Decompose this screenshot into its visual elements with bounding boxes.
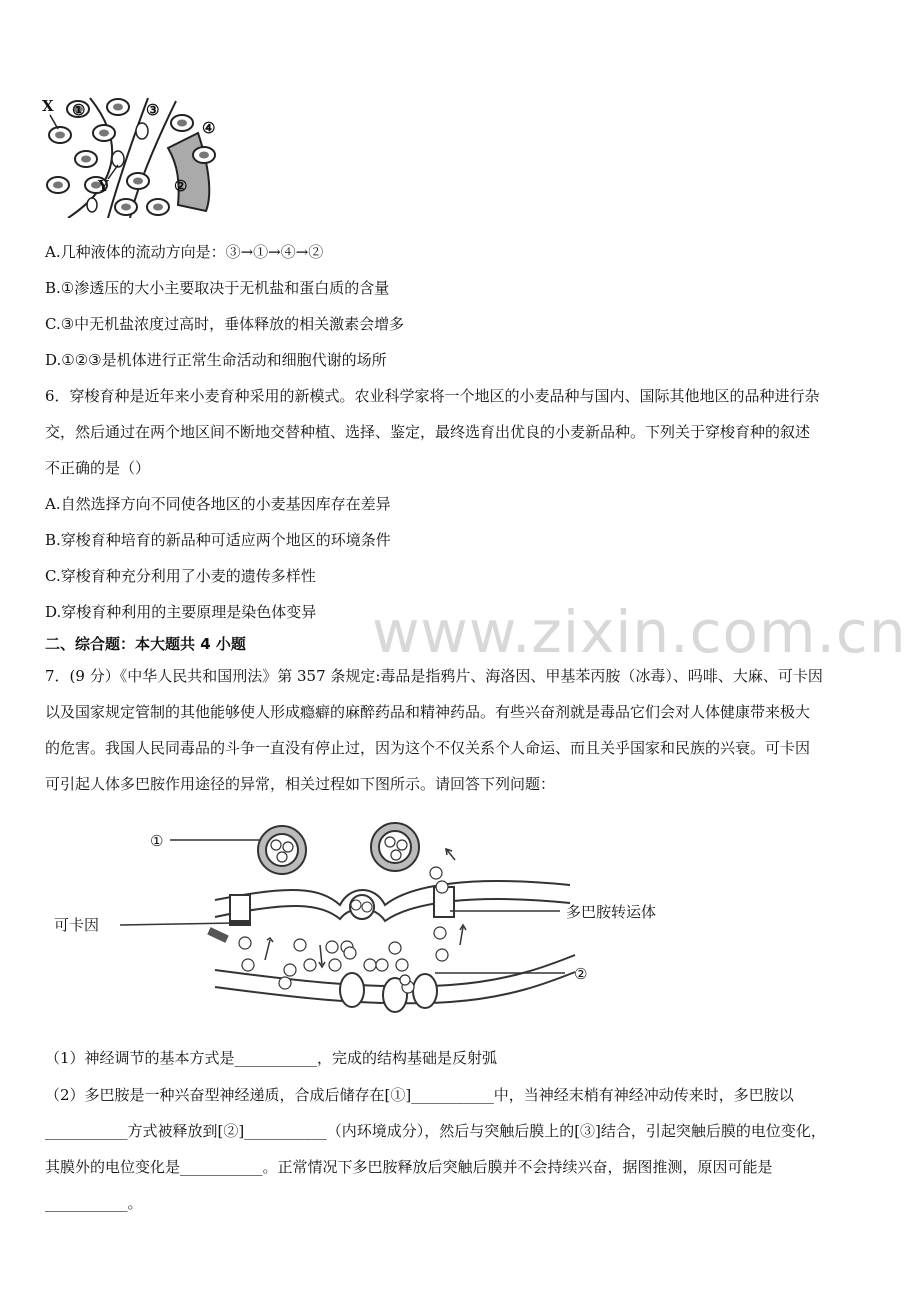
q6-option-d: D.穿梭育种利用的主要原理是染色体变异: [45, 603, 317, 621]
q7-stem-line: 7．(9 分）《中华人民共和国刑法》第 357 条规定:毒品是指鸦片、海洛因、甲基苯丙胺（冰毒）、吗啡、大麻、可卡因: [45, 667, 823, 685]
q7-sub1: （1）神经调节的基本方式是___________，完成的结构基础是反射弧: [45, 1049, 498, 1067]
q6-stem-line: 6．穿梭育种是近年来小麦育种采用的新模式。农业科学家将一个地区的小麦品种与国内、国际其他地区的品种进行杂: [45, 387, 820, 405]
q7-sub2-line: （2）多巴胺是一种兴奋型神经递质，合成后储存在[①]___________中，当神经末梢有神经冲动传来时，多巴胺以: [45, 1086, 794, 1104]
q7-sub2-line: ___________。: [45, 1194, 143, 1212]
section-title: 二、综合题：本大题共 4 小题: [45, 635, 246, 653]
tissue-fluid-diagram: [38, 93, 278, 218]
q5-option-d: D.①②③是机体进行正常生命活动和细胞代谢的场所: [45, 351, 387, 369]
q6-option-c: C.穿梭育种充分利用了小麦的遗传多样性: [45, 567, 316, 585]
q6-stem-line: 交，然后通过在两个地区间不断地交替种植、选择、鉴定，最终选育出优良的小麦新品种。下列关于穿梭育种的叙述: [45, 423, 811, 441]
fig2-transporter-label: 多巴胺转运体: [566, 903, 657, 921]
watermark: www.zixin.com.cn: [372, 598, 907, 666]
label-3: ③: [146, 101, 160, 119]
q5-option-b: B.①渗透压的大小主要取决于无机盐和蛋白质的含量: [45, 279, 390, 297]
fig2-label-2: ②: [574, 965, 588, 983]
label-x: X: [42, 97, 54, 115]
q7-stem-line: 的危害。我国人民同毒品的斗争一直没有停止过，因为这个不仅关系个人命运、而且关乎国家和民族的兴衰。可卡因: [45, 739, 811, 757]
synapse-diagram: [50, 815, 690, 1045]
fig2-cocaine-label: 可卡因: [54, 916, 100, 934]
q5-option-a: A.几种液体的流动方向是：③→①→④→②: [45, 243, 324, 261]
q6-stem-line: 不正确的是（）: [45, 459, 151, 477]
q7-sub2-line: 其膜外的电位变化是___________。正常情况下多巴胺释放后突触后膜并不会持续兴奋，据图推测，原因可能是: [45, 1158, 773, 1176]
q5-option-c: C.③中无机盐浓度过高时，垂体释放的相关激素会增多: [45, 315, 405, 333]
label-2: ②: [174, 177, 188, 195]
q6-option-b: B.穿梭育种培育的新品种可适应两个地区的环境条件: [45, 531, 391, 549]
q6-option-a: A.自然选择方向不同使各地区的小麦基因库存在差异: [45, 495, 391, 513]
q7-sub2-line: ___________方式被释放到[②]___________（内环境成分），然后与突触后膜上的[③]结合，引起突触后膜的电位变化，: [45, 1122, 826, 1140]
q7-stem-line: 以及国家规定管制的其他能够使人形成瘾癖的麻醉药品和精神药品。有些兴奋剂就是毒品它们会对人体健康带来极大: [45, 703, 811, 721]
q7-stem-line: 可引起人体多巴胺作用途径的异常，相关过程如下图所示。请回答下列问题：: [45, 775, 556, 793]
label-1: ①: [72, 101, 86, 119]
fig2-label-1: ①: [150, 832, 164, 850]
label-y: Y: [98, 177, 109, 195]
label-4: ④: [202, 119, 216, 137]
